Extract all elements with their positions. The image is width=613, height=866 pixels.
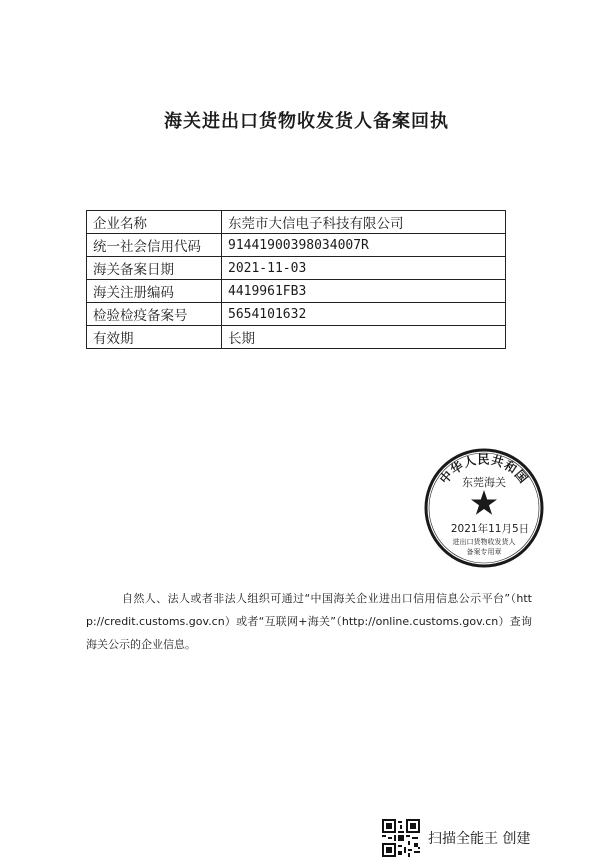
svg-text:东莞海关: 东莞海关 [462, 476, 506, 489]
table-row [87, 211, 506, 234]
row-value-validity: 长期 [222, 326, 506, 349]
registration-table [86, 210, 506, 349]
row-label-inspection-number: 检验检疫备案号 [87, 303, 222, 326]
svg-text:中华人民共和国: 中华人民共和国 [437, 452, 531, 487]
table-row [87, 303, 506, 326]
svg-text:进出口货物收发货人: 进出口货物收发货人 [452, 538, 516, 546]
table-row [87, 234, 506, 257]
row-value-company-name: 东莞市大信电子科技有限公司 [222, 211, 506, 234]
row-value-customs-code: 4419961FB3 [222, 280, 506, 303]
row-label-filing-date: 海关备案日期 [87, 257, 222, 280]
table-row [87, 280, 506, 303]
row-label-customs-code: 海关注册编码 [87, 280, 222, 303]
star-icon [471, 490, 497, 515]
row-label-credit-code: 统一社会信用代码 [87, 234, 222, 257]
row-value-inspection-number: 5654101632 [222, 303, 506, 326]
table-row [87, 326, 506, 349]
seal-date: 2021年11月5日 [450, 523, 530, 535]
svg-text:备案专用章: 备案专用章 [466, 548, 502, 556]
document-title: 海关进出口货物收发货人备案回执 [164, 111, 449, 132]
row-label-validity: 有效期 [87, 326, 222, 349]
qr-code-icon [382, 819, 420, 857]
row-label-company-name: 企业名称 [87, 211, 222, 234]
row-value-filing-date: 2021-11-03 [222, 257, 506, 280]
notice-paragraph: 自然人、法人或者非法人组织可通过“中国海关企业进出口信用信息公示平台”（http://credit.customs.gov.cn）或者“互联网+海关”（http://online.customs.gov.cn）查询海关公示的企业信息。 [86, 592, 532, 651]
customs-seal [422, 446, 546, 570]
table-row [87, 257, 506, 280]
row-value-credit-code: 91441900398034007R [222, 234, 506, 257]
watermark-label: 扫描全能王 创建 [428, 831, 531, 847]
scanner-watermark [382, 818, 530, 858]
